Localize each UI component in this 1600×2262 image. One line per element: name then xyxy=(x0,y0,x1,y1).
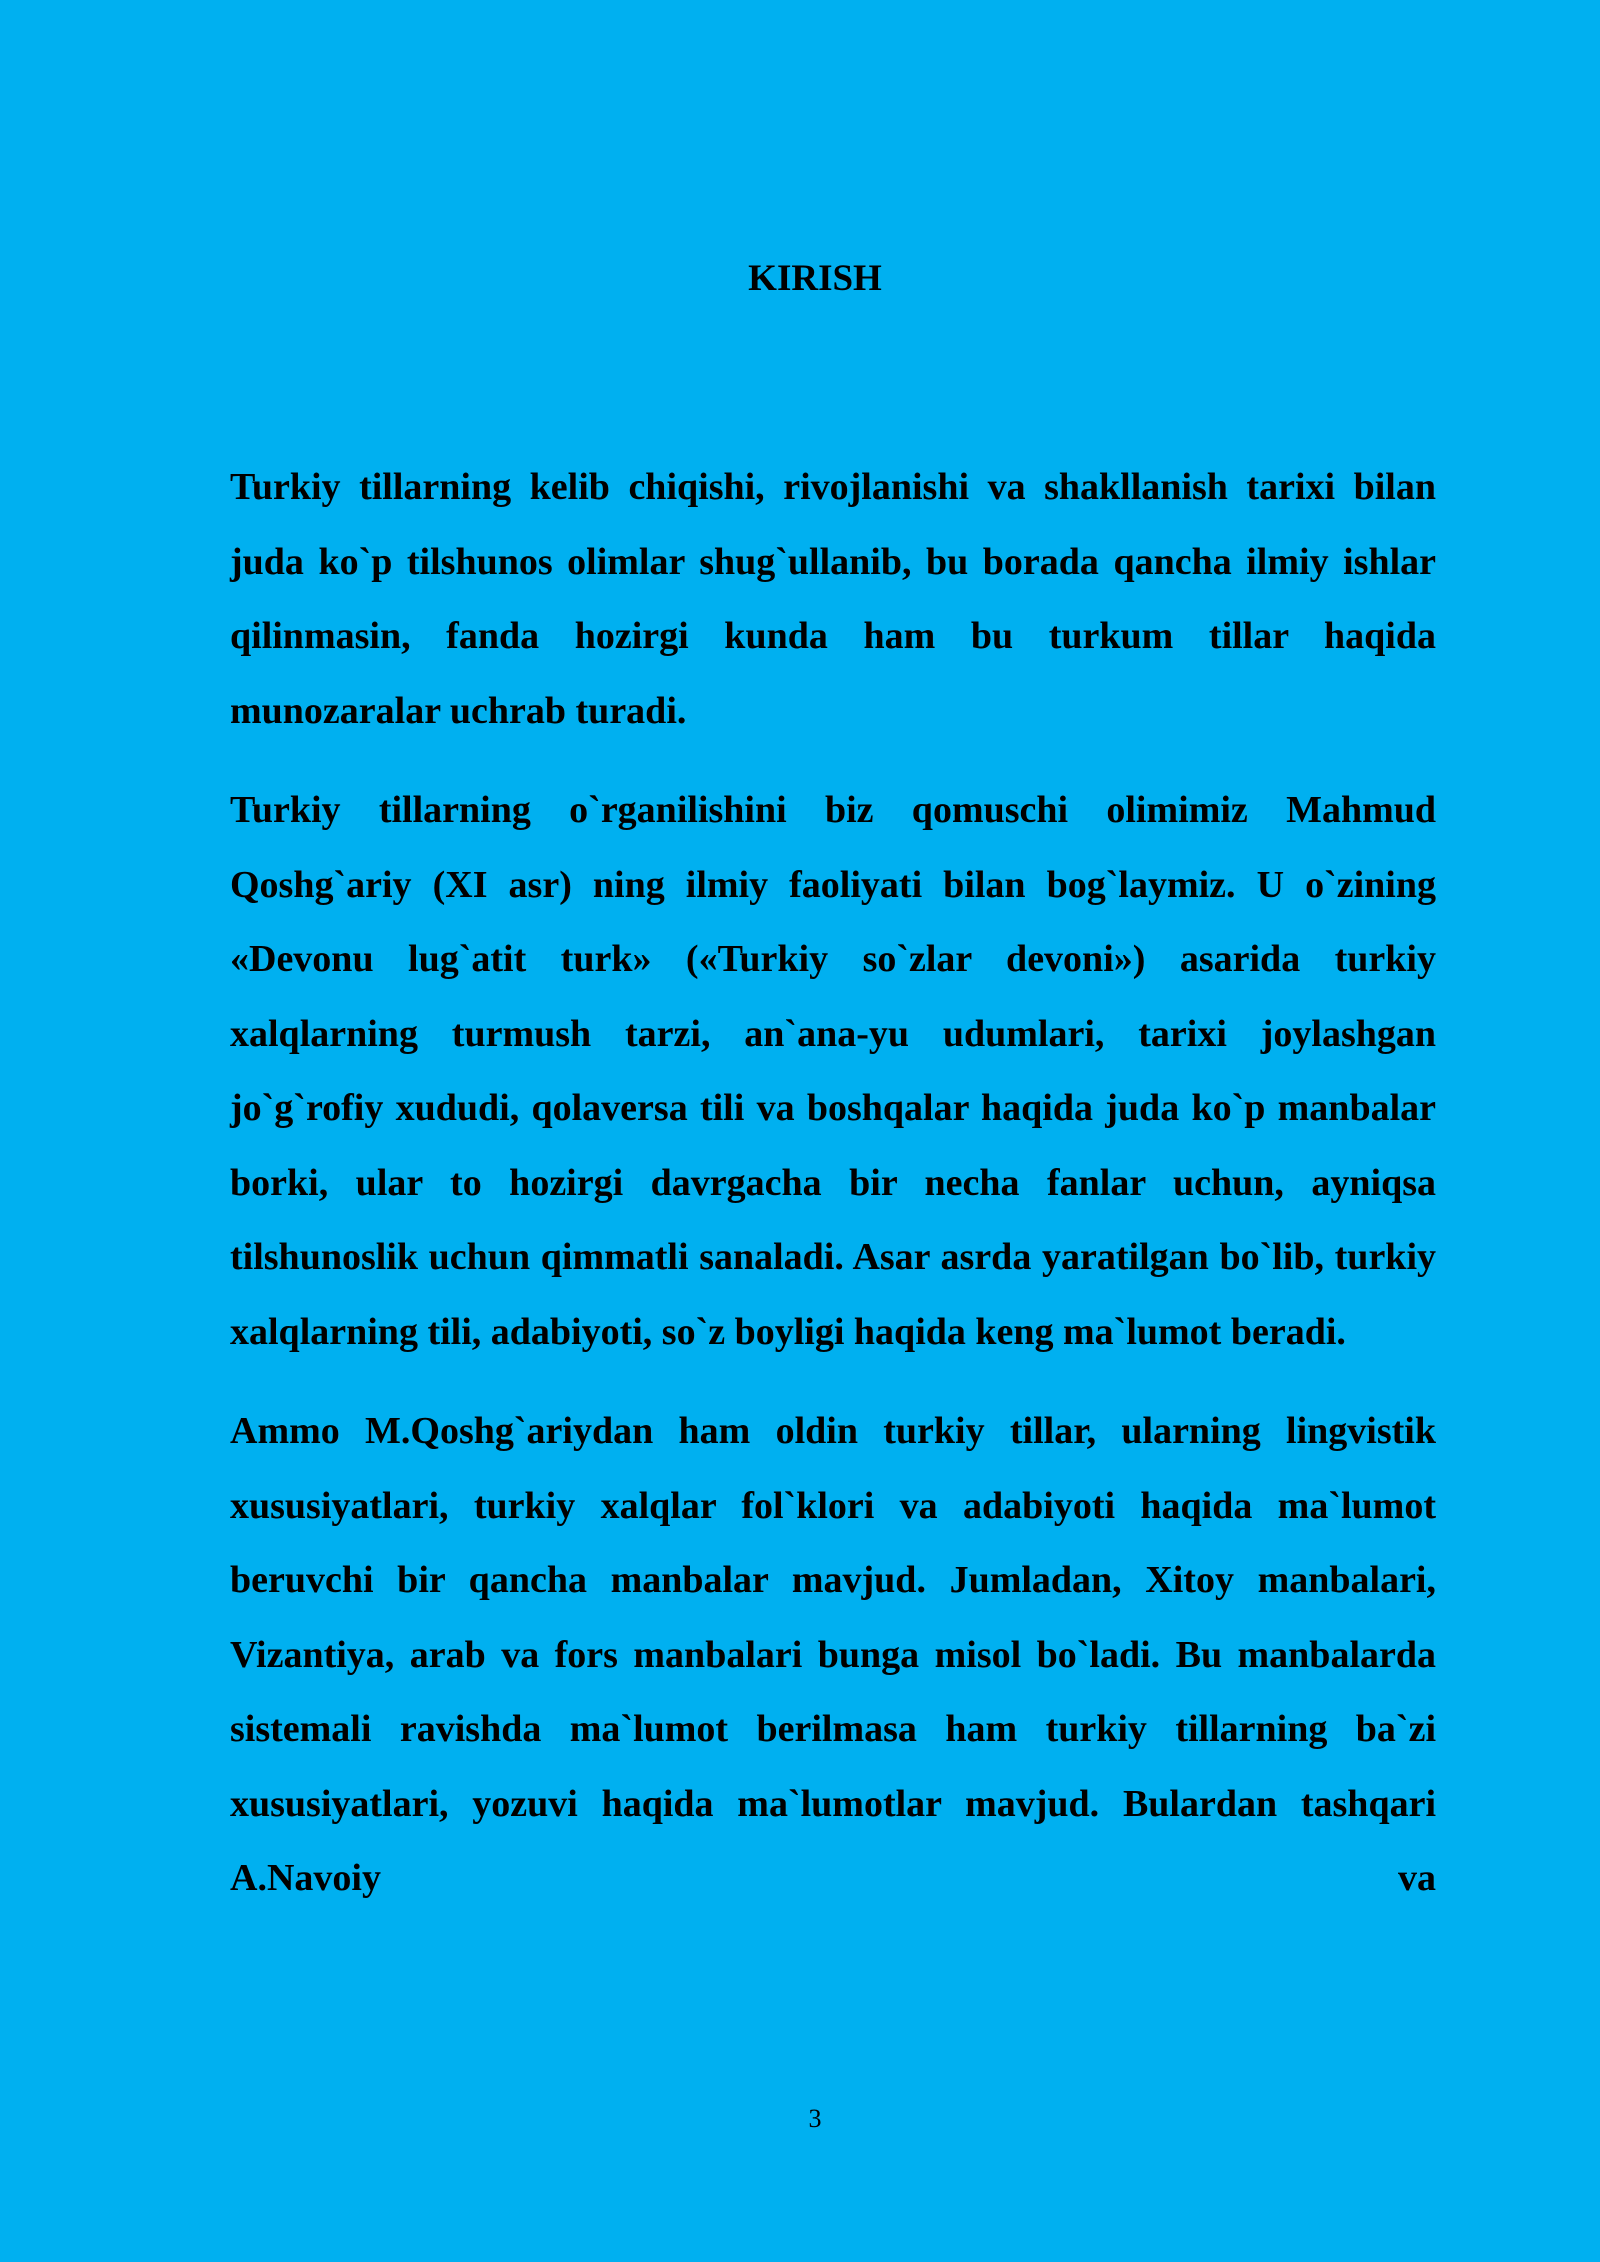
page-number: 3 xyxy=(808,2104,822,2133)
body-text xyxy=(230,450,1436,1916)
paragraph-3: Ammo M.Qoshg`ariydan ham oldin turkiy tillar, ularning lingvistik xususiyatlari, turkiy xalqlar fol`klori va adabiyoti haqida ma`lumot beruvchi bir qancha manbalar mavjud. Jumladan, Xitoy manbalari, Vizantiya, arab va fors manbalari bunga misol bo`ladi. Bu manbalarda sistemali ravishda ma`lumot berilmasa ham turkiy tillarning ba`zi xususiyatlari, yozuvi haqida ma`lumotlar mavjud. Bulardan tashqari A.Navoiy va xyxy=(230,1410,1436,1899)
paragraph-2: Turkiy tillarning o`rganilishini biz qomuschi olimimiz Mahmud Qoshg`ariy (XI asr) ning ilmiy faoliyati bilan bog`laymiz. U o`zining «Devonu lug`atit turk» («Turkiy so`zlar devoni») asarida turkiy xalqlarning turmush tarzi, an`ana-yu udumlari, tarixi joylashgan jo`g`rofiy xududi, qolaversa tili va boshqalar haqida juda ko`p manbalar borki, ular to hozirgi davrgacha bir necha fanlar uchun, ayniqsa tilshunoslik uchun qimmatli sanaladi. Asar asrda yaratilgan bo`lib, turkiy xalqlarning tili, adabiyoti, so`z boyligi haqida keng ma`lumot beradi. xyxy=(230,789,1436,1353)
section-heading: KIRISH xyxy=(748,258,882,299)
paragraph-1: Turkiy tillarning kelib chiqishi, rivojlanishi va shakllanish tarixi bilan juda ko`p tilshunos olimlar shug`ullanib, bu borada qancha ilmiy ishlar qilinmasin, fanda hozirgi kunda ham bu turkum tillar haqida munozaralar uchrab turadi. xyxy=(230,466,1436,732)
